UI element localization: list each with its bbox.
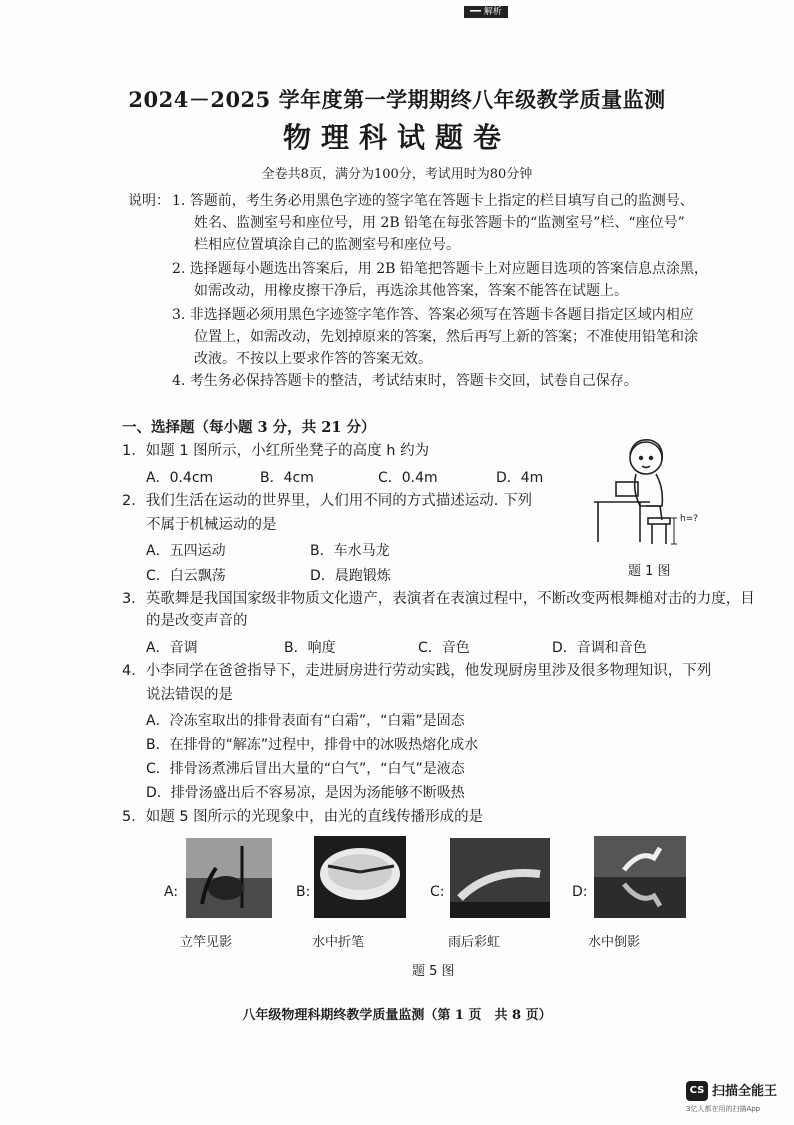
photo-shadow-pole xyxy=(186,838,272,918)
instruction-line: 1. 答题前，考生务必用黑色字迹的签字笔在答题卡上指定的栏目填写自己的监测号、 xyxy=(172,193,694,209)
q4-option-c: C．排骨汤煮沸后冒出大量的“白气”，“白气”是液态 xyxy=(146,761,465,777)
camscanner-logo: CS xyxy=(686,1081,708,1101)
q2-option-b: B．车水马龙 xyxy=(310,543,390,559)
question-2-stem-cont: 不属于机械运动的是 xyxy=(146,517,277,533)
question-2-stem: 2．我们生活在运动的世界里，人们用不同的方式描述运动. 下列 xyxy=(122,493,532,509)
question-5-stem: 5．如题 5 图所示的光现象中，由光的直线传播形成的是 xyxy=(122,809,484,825)
camscanner-tagline: 3亿人都在用的扫描App xyxy=(686,1105,761,1113)
page-footer: 八年级物理科期终教学质量监测（第 1 页 共 8 页） xyxy=(242,1008,552,1023)
q1-figure-caption: 题 1 图 xyxy=(628,564,671,579)
photo-rainbow xyxy=(450,838,550,918)
instruction-line: 3. 非选择题必须用黑色字迹签字笔作答、答案必须写在答题卡各题目指定区域内相应 xyxy=(172,307,694,323)
question-3-text: 3．英歌舞是我国国家级非物质文化遗产，表演者在表演过程中，不断改变两根舞槌对击的力度，目的是改变声音的 xyxy=(122,591,755,629)
q5-letter-c: C: xyxy=(430,884,445,900)
photo-reflection xyxy=(594,836,686,918)
top-stamp: ━━ 解析 xyxy=(464,6,508,18)
stool-top xyxy=(648,518,670,524)
q4-option-b: B．在排骨的“解冻”过程中，排骨中的冰吸热熔化成水 xyxy=(146,737,479,753)
girl-head xyxy=(630,442,662,474)
q5-letter-b: B: xyxy=(296,884,311,900)
q1-figure-label: h=? xyxy=(680,514,699,524)
exam-subtitle: 物理科试题卷 xyxy=(282,121,511,154)
q1-figure xyxy=(588,432,708,550)
question-1-stem: 1．如题 1 图所示，小红所坐凳子的高度 h 约为 xyxy=(122,443,430,459)
exam-meta: 全卷共8页，满分为100分，考试用时为80分钟 xyxy=(261,167,533,182)
photo-bent-pen xyxy=(314,836,406,918)
q3-option-c: C．音色 xyxy=(418,640,470,656)
instruction-line: 改液。不按以上要求作答的答案无效。 xyxy=(194,351,432,367)
instruction-line: 栏相应位置填涂自己的监测室号和座位号。 xyxy=(194,237,460,253)
q2-option-d: D．晨跑锻炼 xyxy=(310,568,391,584)
q1-option-c: C．0.4m xyxy=(378,470,438,486)
instruction-line: 2. 选择题每小题选出答案后，用 2B 铅笔把答题卡上对应题目选项的答案信息点涂黑， xyxy=(172,261,708,277)
q5-letter-a: A: xyxy=(164,884,179,900)
camscanner-name: 扫描全能王 xyxy=(712,1084,778,1099)
q5-caption-d: 水中倒影 xyxy=(588,935,641,950)
instruction-line: 位置上，如需改动，先划掉原来的答案，然后再写上新的答案；不准使用铅笔和涂 xyxy=(194,329,698,345)
q1-option-a: A．0.4cm xyxy=(146,470,214,486)
question-4-stem: 4．小李同学在爸爸指导下，走进厨房进行劳动实践，他发现厨房里涉及很多物理知识，下列 xyxy=(122,663,712,679)
q3-option-a: A．音调 xyxy=(146,640,198,656)
question-4-stem-cont: 说法错误的是 xyxy=(146,687,233,703)
q5-caption-c: 雨后彩虹 xyxy=(448,935,501,950)
instruction-line: 如需改动，用橡皮擦干净后，再选涂其他答案，答案不能答在试题上。 xyxy=(194,283,628,299)
q4-option-d: D．排骨汤盛出后不容易凉，是因为汤能够不断吸热 xyxy=(146,785,465,801)
q5-caption-a: 立竿见影 xyxy=(180,935,233,950)
q5-letter-d: D: xyxy=(572,884,588,900)
instruction-line: 姓名、监测室号和座位号，用 2B 铅笔在每张答题卡的“监测室号”栏、“座位号” xyxy=(194,215,685,231)
q5-figure-caption: 题 5 图 xyxy=(412,964,455,979)
q2-option-a: A．五四运动 xyxy=(146,543,226,559)
exam-title: 2024－2025 学年度第一学期期终八年级教学质量监测 xyxy=(128,87,666,112)
q4-option-a: A．冷冻室取出的排骨表面有“白霜”，“白霜”是固态 xyxy=(146,713,465,729)
q2-option-c: C．白云飘荡 xyxy=(146,568,226,584)
q1-option-b: B．4cm xyxy=(260,470,314,486)
q5-caption-b: 水中折笔 xyxy=(312,935,365,950)
q1-option-d: D．4m xyxy=(496,470,544,486)
section-title: 一、选择题（每小题 3 分，共 21 分） xyxy=(122,419,376,436)
instruction-line: 4. 考生务必保持答题卡的整洁，考试结束时，答题卡交回，试卷自己保存。 xyxy=(172,373,638,389)
q3-option-d: D．音调和音色 xyxy=(552,640,647,656)
question-3-stem xyxy=(122,588,762,632)
q3-option-b: B．响度 xyxy=(284,640,336,656)
instructions-label: 说明： xyxy=(128,193,170,209)
